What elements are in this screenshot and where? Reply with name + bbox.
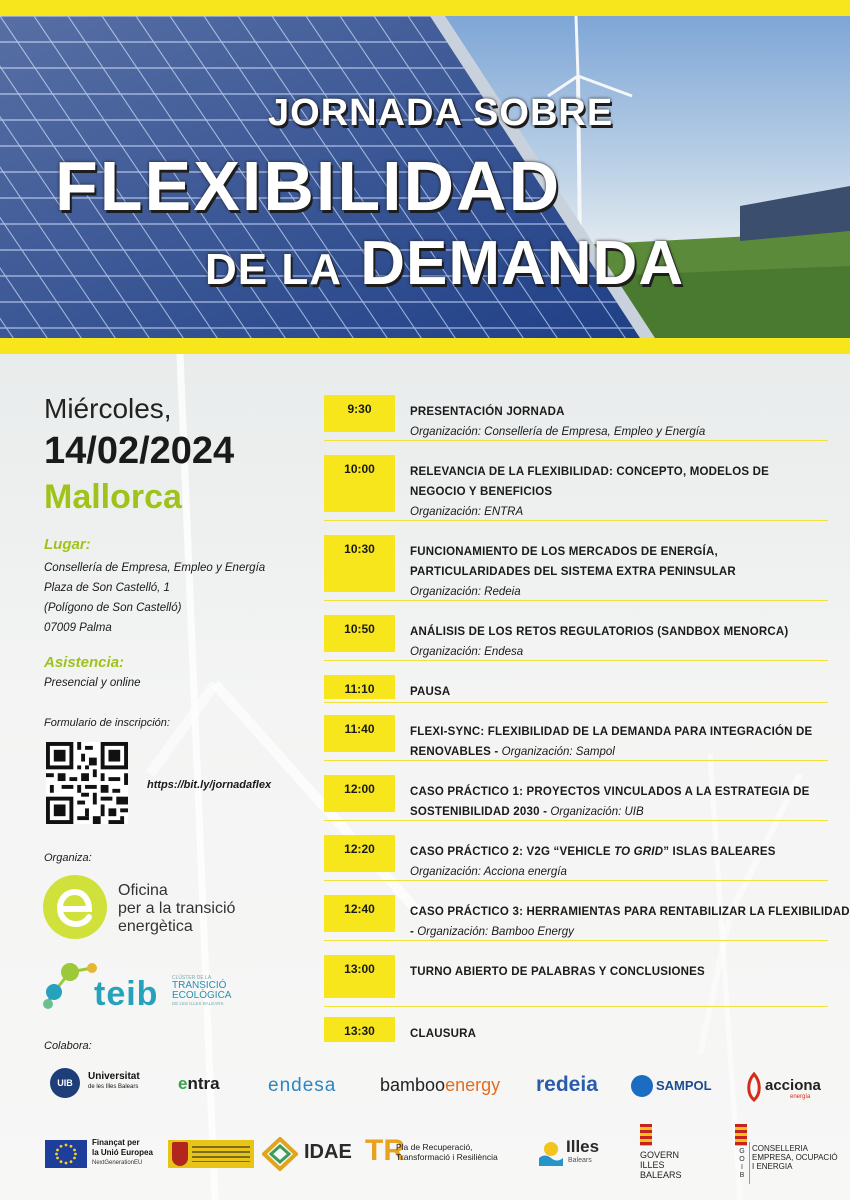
uib-sub: de les Illes Balears <box>88 1084 139 1090</box>
entra-logo <box>178 1074 220 1094</box>
agenda-item <box>324 615 828 661</box>
agenda-item <box>324 1017 828 1045</box>
agenda-title: ANÁLISIS DE LOS RETOS REGULATORIOS (SANDBOX MENORCA) <box>410 626 789 638</box>
registration-form-label: Formulario de inscripción: <box>44 717 170 729</box>
endesa-logo: endesa <box>268 1075 337 1096</box>
title-line-3 <box>205 228 684 299</box>
teib-sub-line: DE LES ILLES BALEARS <box>172 1001 224 1006</box>
conselleria-flag-icon <box>735 1124 747 1146</box>
agenda-time: 12:00 <box>324 775 395 812</box>
agenda-text <box>410 842 850 882</box>
agenda-item <box>324 955 828 1007</box>
agenda-item <box>324 775 828 821</box>
agenda-time: 10:30 <box>324 535 395 592</box>
title-line-1: JORNADA SOBRE <box>268 92 614 134</box>
teib-sub-line: ECOLÒGICA <box>172 990 232 1001</box>
idae-logo: IDAE <box>304 1141 352 1163</box>
acciona-sub: energía <box>790 1094 811 1100</box>
agenda-time: 9:30 <box>324 395 395 432</box>
agenda-organizer: Organización: Bamboo Energy <box>417 926 574 938</box>
header-yellow-stripe <box>0 338 850 354</box>
agenda-time: 11:10 <box>324 675 395 699</box>
attendance-mode: Presencial y online <box>44 677 141 689</box>
agenda-organizer: Organización: Sampol <box>501 746 615 758</box>
qr-code-icon <box>46 742 128 824</box>
eu-flag-icon <box>45 1140 87 1168</box>
conselleria-line: CONSELLERIA <box>752 1144 809 1153</box>
agenda-item <box>324 895 850 941</box>
venue-line: Plaza de Son Castelló, 1 <box>44 582 170 594</box>
agenda-time: 12:40 <box>324 895 395 932</box>
redeia-logo: redeia <box>536 1073 598 1096</box>
spain-shield-icon <box>172 1142 188 1166</box>
agenda-title: CASO PRÁCTICO 1: PROYECTOS VINCULADOS A LA ESTRATEGIA DE SOSTENIBILIDAD 2030 - <box>410 786 810 818</box>
uib-logo <box>88 1071 140 1093</box>
agenda-item <box>324 395 828 441</box>
agenda-item <box>324 535 828 601</box>
sampol-logo: SAMPOL <box>656 1078 712 1093</box>
title-line-2: FLEXIBILIDAD <box>55 147 562 225</box>
illes-balears-sub: Balears <box>568 1157 592 1164</box>
govern-logo <box>640 1150 682 1180</box>
collaborators-label: Colabora: <box>44 1040 92 1052</box>
agenda-organizer: Organización: Redeia <box>410 586 521 598</box>
agenda-title: PAUSA <box>410 686 451 698</box>
agenda-time: 12:20 <box>324 835 395 872</box>
ote-name <box>118 882 235 936</box>
teib-subtitle <box>172 975 252 1006</box>
header-banner <box>0 16 850 338</box>
agenda-time: 13:00 <box>324 955 395 998</box>
venue-line: (Polígono de Son Castelló) <box>44 602 182 614</box>
venue-line: Consellería de Empresa, Empleo y Energía <box>44 562 266 574</box>
agenda-text <box>410 622 850 662</box>
agenda-title: TURNO ABIERTO DE PALABRAS Y CONCLUSIONES <box>410 966 705 978</box>
venue-address <box>44 558 265 638</box>
agenda-item <box>324 455 828 521</box>
agenda-item <box>324 715 828 761</box>
event-date: 14/02/2024 <box>44 430 235 472</box>
eu-line: NextGenerationEU <box>92 1160 143 1166</box>
agenda-title <box>410 842 850 862</box>
bamboo-energy-logo <box>380 1075 500 1096</box>
prtr-line: Pla de Recuperació, <box>396 1142 473 1152</box>
agenda-text <box>410 542 810 602</box>
agenda-title: PRESENTACIÓN JORNADA <box>410 406 565 418</box>
govern-flag-icon <box>640 1124 652 1146</box>
govern-line: ILLES <box>640 1160 665 1170</box>
eu-funding-logo <box>92 1138 153 1168</box>
title-line-3-big: DEMANDA <box>360 229 685 298</box>
prtr-icon: TR <box>365 1134 405 1167</box>
organizers-label: Organiza: <box>44 852 92 864</box>
acciona-logo: acciona <box>765 1077 821 1094</box>
agenda-text <box>410 722 850 762</box>
govern-line: BALEARS <box>640 1170 682 1180</box>
ote-line: per a la transició <box>118 900 236 917</box>
agenda-title: CLAUSURA <box>410 1028 477 1040</box>
ote-line: Oficina <box>118 882 168 899</box>
govern-line: GOVERN <box>640 1150 680 1160</box>
bamboo-text: bamboo <box>380 1075 446 1095</box>
teib-name: teib <box>94 975 159 1013</box>
agenda-text <box>410 1024 850 1044</box>
agenda-time: 11:40 <box>324 715 395 752</box>
agenda-text <box>410 782 850 822</box>
agenda-title: FUNCIONAMIENTO DE LOS MERCADOS DE ENERGÍA, PARTICULARIDADES DEL SISTEMA EXTRA PENINSULAR <box>410 546 736 578</box>
agenda-time: 10:00 <box>324 455 395 512</box>
agenda-organizer: Organización: ENTRA <box>410 506 524 518</box>
entra-text: ntra <box>187 1074 220 1093</box>
uib-name: Universitat <box>88 1071 140 1082</box>
agenda-title-part: CASO PRÁCTICO 2: V2G “VEHICLE <box>410 846 615 858</box>
conselleria-divider <box>749 1142 750 1184</box>
agenda-organizer: Organización: Consellería de Empresa, Empleo y Energía <box>410 426 706 438</box>
event-place: Mallorca <box>44 478 182 516</box>
registration-qr-code[interactable] <box>46 742 128 824</box>
bamboo-text: energy <box>445 1075 501 1095</box>
illes-balears-icon <box>538 1140 564 1166</box>
agenda-organizer: Organización: UIB <box>550 806 644 818</box>
venue-line: 07009 Palma <box>44 622 112 634</box>
illes-balears-logo: Illes <box>566 1137 600 1156</box>
agenda-organizer: Organización: Acciona energía <box>410 866 567 878</box>
agenda-time: 13:30 <box>324 1017 395 1042</box>
eu-line: Finançat per <box>92 1138 140 1147</box>
uib-logo-icon <box>50 1068 80 1098</box>
uib-badge: UIB <box>57 1078 73 1088</box>
prtr-logo <box>396 1142 498 1162</box>
teib-sub-line: CLÚSTER DE LA <box>172 975 212 981</box>
conselleria-logo <box>752 1144 838 1171</box>
ote-logo-icon <box>42 874 108 940</box>
goib-vertical-text: G O I B <box>739 1148 745 1179</box>
agenda-title: FLEXI-SYNC: FLEXIBILIDAD DE LA DEMANDA PARA INTEGRACIÓN DE RENOVABLES - <box>410 726 813 758</box>
agenda-text <box>410 962 850 982</box>
attendance-label: Asistencia: <box>44 654 125 671</box>
event-weekday: Miércoles, <box>44 393 172 424</box>
teib-sub-line: TRANSICIÓ <box>172 980 227 991</box>
agenda-title: RELEVANCIA DE LA FLEXIBILIDAD: CONCEPTO, MODELOS DE NEGOCIO Y BENEFICIOS <box>410 466 770 498</box>
agenda-text <box>410 462 810 522</box>
entra-mark: e <box>178 1074 188 1093</box>
ministry-text-lines <box>192 1146 250 1162</box>
top-yellow-bar <box>0 0 850 16</box>
venue-label: Lugar: <box>44 536 91 553</box>
title-line-3-small: DE LA <box>205 245 342 294</box>
agenda-organizer: Organización: Endesa <box>410 646 524 658</box>
conselleria-line: EMPRESA, OCUPACIÓ <box>752 1153 838 1162</box>
agenda-item <box>324 675 828 703</box>
agenda-title: CASO PRÁCTICO 3: HERRAMIENTAS PARA RENTABILIZAR LA FLEXIBILIDAD - <box>410 906 850 938</box>
agenda-title-part: ” ISLAS BALEARES <box>663 846 776 858</box>
agenda-time: 10:50 <box>324 615 395 652</box>
agenda-text <box>410 902 850 942</box>
eu-line: la Unió Europea <box>92 1148 153 1157</box>
agenda-text <box>410 402 850 442</box>
registration-url[interactable]: https://bit.ly/jornadaflex <box>147 779 272 791</box>
sampol-globe-icon <box>631 1075 653 1097</box>
conselleria-line: I ENERGIA <box>752 1162 793 1171</box>
agenda-text <box>410 682 850 702</box>
idae-icon <box>262 1137 298 1171</box>
agenda-title-part: TO GRID <box>614 846 664 858</box>
acciona-icon <box>745 1072 763 1102</box>
prtr-line: Transformació i Resiliència <box>396 1152 498 1162</box>
agenda-item <box>324 835 828 881</box>
ote-line: energètica <box>118 918 193 935</box>
